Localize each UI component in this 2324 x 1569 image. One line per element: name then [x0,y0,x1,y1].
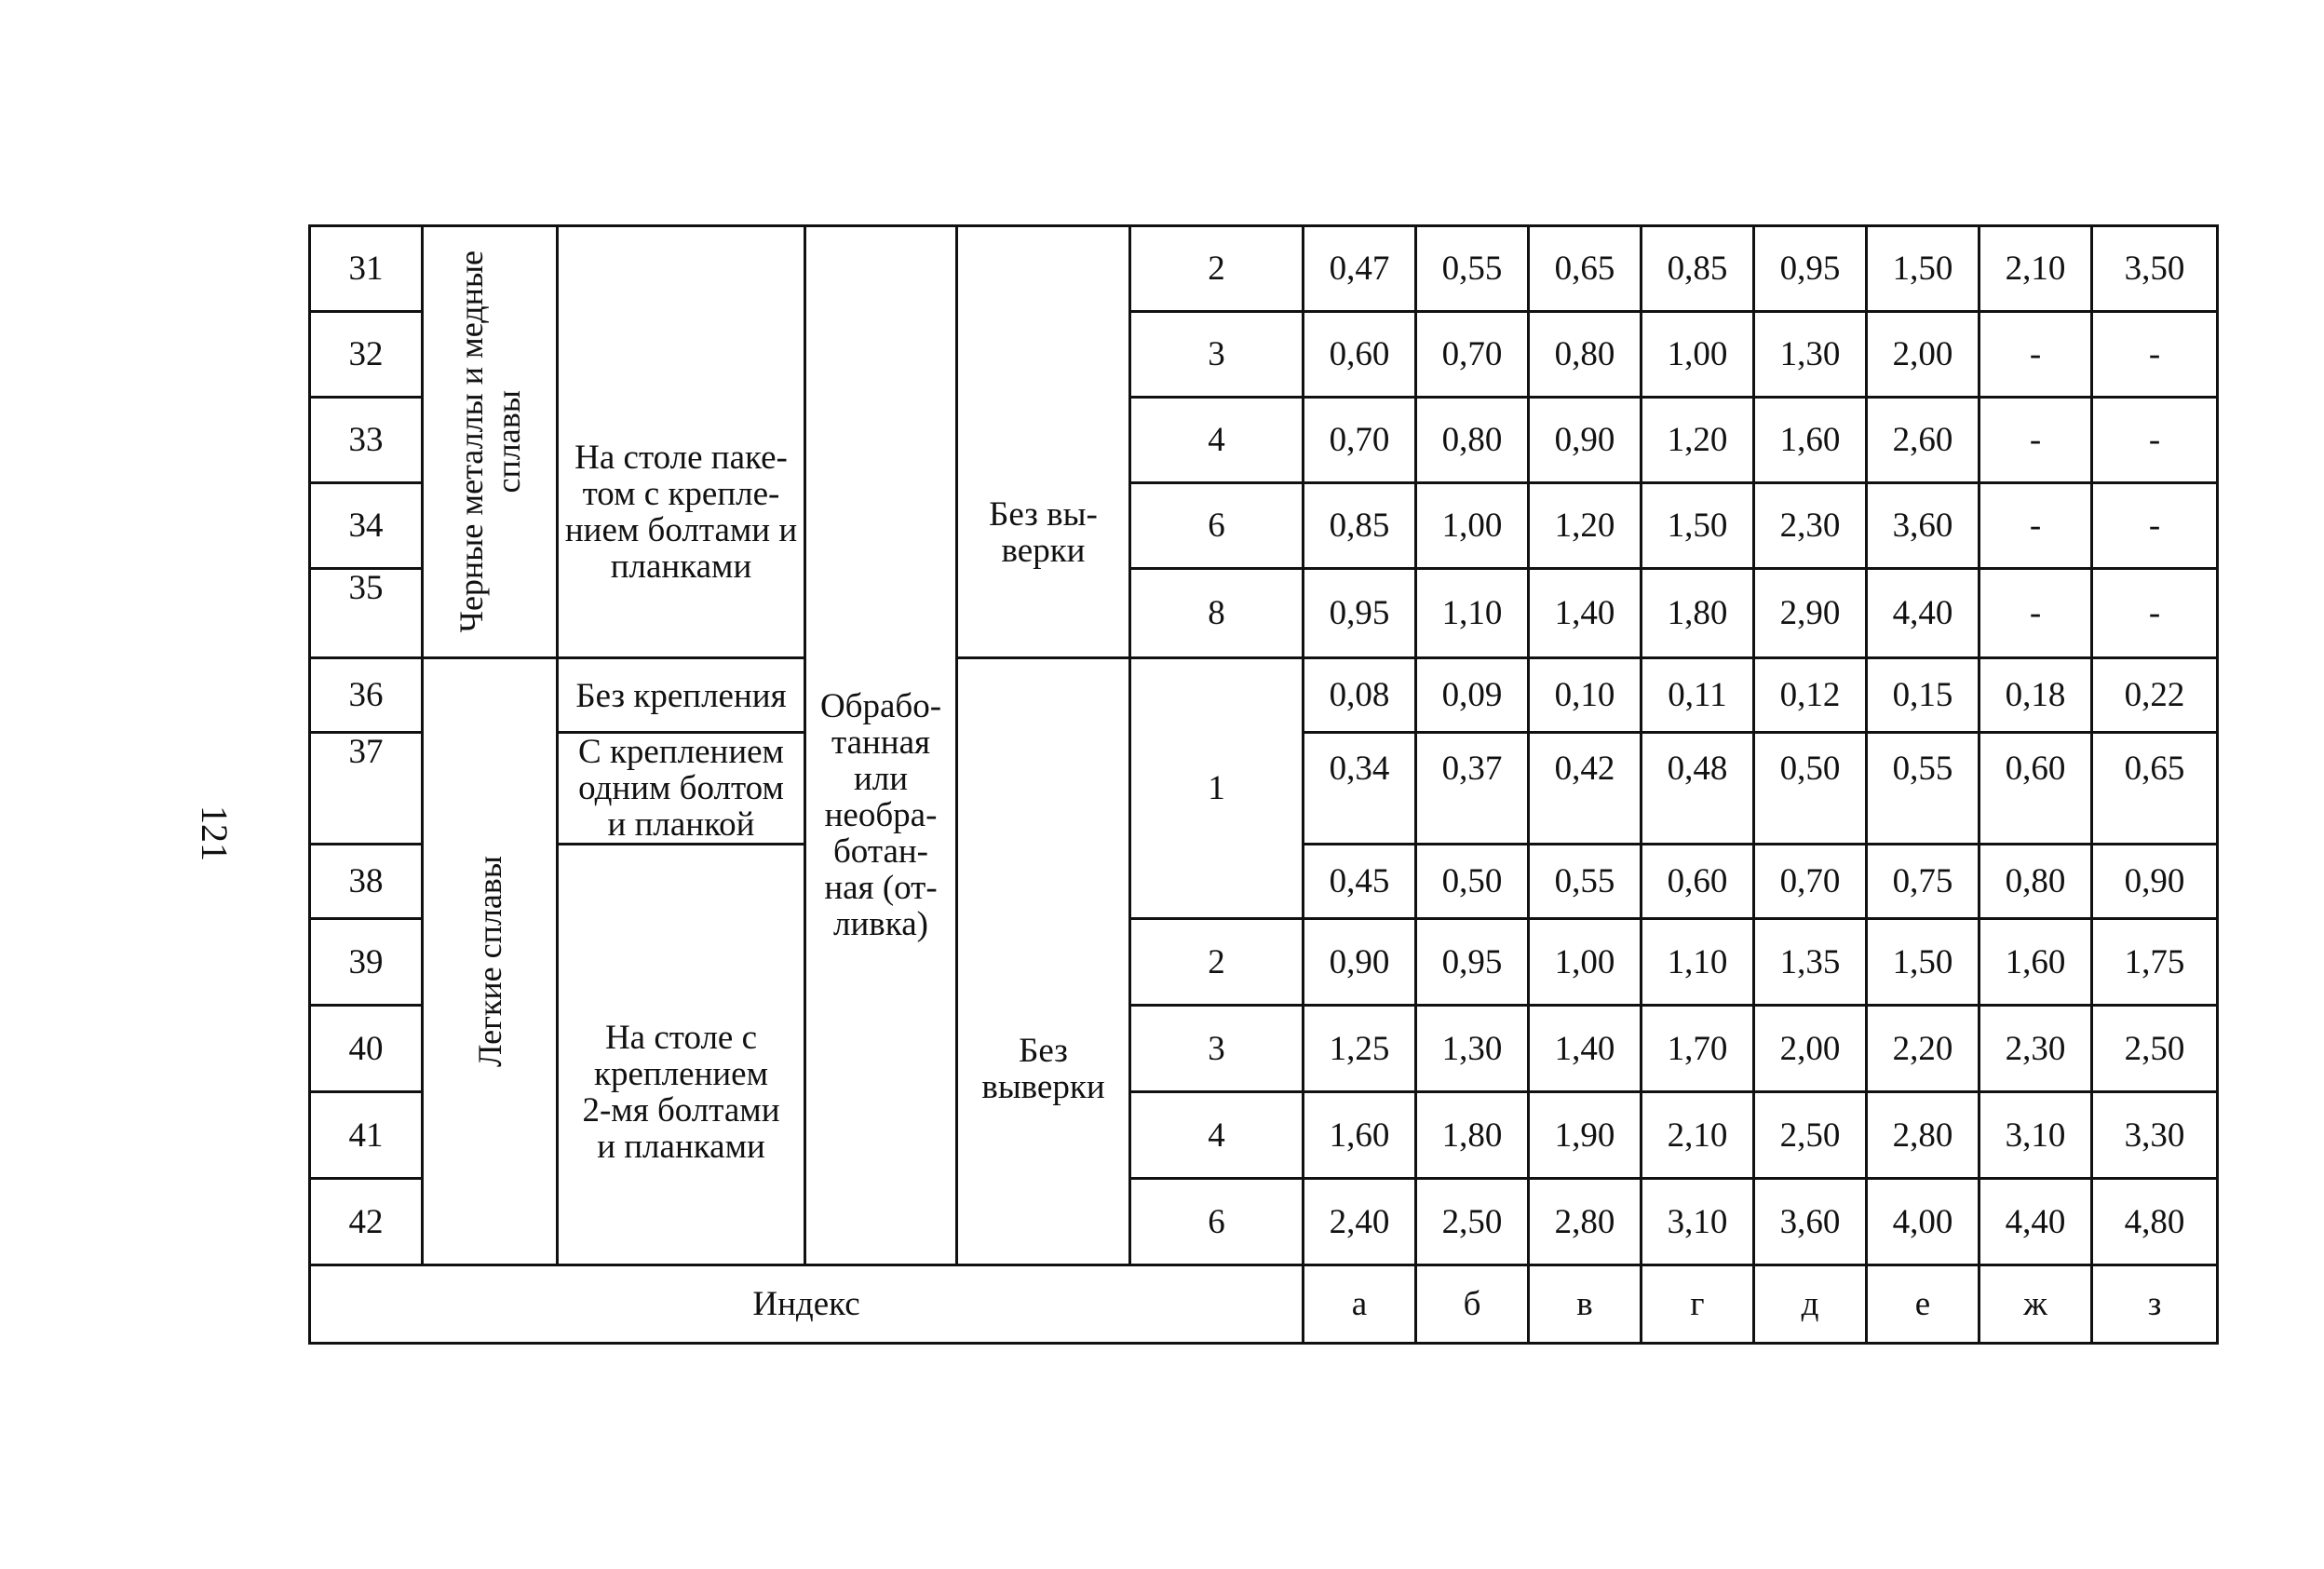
value-cell: 0,12 [1754,658,1867,733]
value-cell: 1,50 [1867,919,1979,1006]
mounting-two-bolts-line: На столе с [604,1018,758,1057]
group-ferrous-label-line: Черные металлы и медные [453,250,490,633]
value-cell: 2,50 [2092,1006,2218,1092]
value-cell: 1,50 [1867,226,1979,312]
norms-table [308,224,2219,1345]
value-cell: 1,60 [1304,1092,1416,1179]
value-cell: 0,85 [1304,483,1416,569]
value-cell: 0,11 [1642,658,1754,733]
value-cell: 2,80 [1867,1092,1979,1179]
value-cell: 0,18 [1979,658,2092,733]
row-number: 34 [310,483,423,569]
value-cell: 1,35 [1754,919,1867,1006]
value-cell: 1,10 [1642,919,1754,1006]
mounting-one-bolt-line: одним болтом [578,769,784,807]
row-number: 35 [310,569,423,658]
surface-type [805,226,957,1265]
index-letter: а [1304,1265,1416,1344]
value-cell: - [2092,483,2218,569]
value-cell: 3,60 [1867,483,1979,569]
row-number: 39 [310,919,423,1006]
surface-type-line: необра- [824,796,938,834]
table-row [310,658,2218,733]
mounting-none: Без крепления [558,658,805,733]
value-cell: - [1979,483,2092,569]
index-row [310,1265,2218,1344]
alignment-lower-line: Без [1019,1031,1068,1070]
value-cell: 0,34 [1304,733,1416,845]
value-cell: 2,80 [1529,1179,1642,1265]
value-cell: 1,25 [1304,1006,1416,1092]
value-cell: 1,40 [1529,1006,1642,1092]
surface-type-line: или [853,760,909,798]
value-cell: 0,10 [1529,658,1642,733]
index-letter: е [1867,1265,1979,1344]
mounting-two-bolts-line: 2-мя болтами [582,1090,780,1129]
value-cell: 0,70 [1754,845,1867,919]
value-cell: 0,80 [1416,398,1529,483]
mounting-one-bolt-line: С креплением [578,733,784,771]
value-cell: - [1979,569,2092,658]
row-number: 32 [310,312,423,398]
mounting-package [558,226,805,658]
value-cell: 3,30 [2092,1092,2218,1179]
group-light-label: Легкие сплавы [471,855,508,1068]
alignment-lower [957,658,1130,1265]
param-cell: 8 [1130,569,1304,658]
value-cell: 0,08 [1304,658,1416,733]
value-cell: 0,45 [1304,845,1416,919]
index-letter: д [1754,1265,1867,1344]
value-cell: 0,75 [1867,845,1979,919]
value-cell: 2,30 [1754,483,1867,569]
group-ferrous [423,226,558,658]
value-cell: 1,80 [1416,1092,1529,1179]
value-cell: 2,50 [1416,1179,1529,1265]
value-cell: 2,20 [1867,1006,1979,1092]
value-cell: 1,20 [1642,398,1754,483]
value-cell: 2,30 [1979,1006,2092,1092]
mounting-package-line: том с крепле- [582,474,780,513]
value-cell: 0,95 [1304,569,1416,658]
value-cell: 4,00 [1867,1179,1979,1265]
value-cell: 0,48 [1642,733,1754,845]
value-cell: 0,80 [1979,845,2092,919]
row-number: 37 [310,733,423,845]
value-cell: 2,10 [1979,226,2092,312]
value-cell: 3,10 [1979,1092,2092,1179]
value-cell: 2,00 [1867,312,1979,398]
index-letter: б [1416,1265,1529,1344]
value-cell: 1,60 [1979,919,2092,1006]
value-cell: 1,60 [1754,398,1867,483]
value-cell: 4,40 [1979,1179,2092,1265]
value-cell: 3,10 [1642,1179,1754,1265]
value-cell: 0,60 [1642,845,1754,919]
value-cell: - [1979,398,2092,483]
mounting-one-bolt-line: и планкой [607,805,755,844]
row-number: 40 [310,1006,423,1092]
param-cell: 1 [1130,658,1304,919]
value-cell: - [2092,569,2218,658]
value-cell: 0,09 [1416,658,1529,733]
param-cell: 2 [1130,919,1304,1006]
value-cell: 0,50 [1754,733,1867,845]
surface-type-line: ботан- [832,832,928,871]
surface-type-line: танная [831,724,931,762]
alignment-upper-line: верки [1001,532,1086,570]
value-cell: 0,85 [1642,226,1754,312]
value-cell: 1,20 [1529,483,1642,569]
mounting-two-bolts [558,845,805,1265]
value-cell: 1,00 [1529,919,1642,1006]
value-cell: 0,55 [1867,733,1979,845]
index-letter: ж [1979,1265,2092,1344]
value-cell: 0,60 [1304,312,1416,398]
value-cell: 0,80 [1529,312,1642,398]
index-letter: в [1529,1265,1642,1344]
value-cell: 1,70 [1642,1006,1754,1092]
row-number: 42 [310,1179,423,1265]
value-cell: 2,50 [1754,1092,1867,1179]
mounting-package-line: нием болтами и [564,510,798,549]
value-cell: 1,75 [2092,919,2218,1006]
value-cell: 0,70 [1304,398,1416,483]
alignment-upper-line: Без вы- [989,495,1098,534]
value-cell: 1,50 [1642,483,1754,569]
row-number: 41 [310,1092,423,1179]
value-cell: 0,55 [1529,845,1642,919]
value-cell: 1,90 [1529,1092,1642,1179]
group-ferrous-label [453,250,527,632]
value-cell: 0,95 [1754,226,1867,312]
value-cell: 3,60 [1754,1179,1867,1265]
value-cell: 0,22 [2092,658,2218,733]
value-cell: 1,30 [1754,312,1867,398]
param-cell: 2 [1130,226,1304,312]
alignment-upper [957,226,1130,658]
value-cell: 4,80 [2092,1179,2218,1265]
value-cell: 1,80 [1642,569,1754,658]
param-cell: 6 [1130,483,1304,569]
value-cell: 2,40 [1304,1179,1416,1265]
mounting-package-line: планками [610,547,752,586]
value-cell: 0,60 [1979,733,2092,845]
value-cell: 0,90 [1529,398,1642,483]
value-cell: 1,10 [1416,569,1529,658]
value-cell: 0,50 [1416,845,1529,919]
value-cell: 0,90 [1304,919,1416,1006]
index-letter: г [1642,1265,1754,1344]
value-cell: 0,90 [2092,845,2218,919]
group-ferrous-label-line: сплавы [490,390,527,494]
index-label: Индекс [310,1265,1304,1344]
value-cell: 1,00 [1642,312,1754,398]
value-cell: 0,70 [1416,312,1529,398]
value-cell: 2,90 [1754,569,1867,658]
value-cell: - [2092,312,2218,398]
param-cell: 4 [1130,398,1304,483]
value-cell: 0,95 [1416,919,1529,1006]
value-cell: 0,37 [1416,733,1529,845]
row-number: 33 [310,398,423,483]
value-cell: 2,10 [1642,1092,1754,1179]
value-cell: 0,15 [1867,658,1979,733]
alignment-lower-line: выверки [981,1067,1105,1106]
value-cell: 0,65 [1529,226,1642,312]
value-cell: 3,50 [2092,226,2218,312]
table-row [310,226,2218,312]
value-cell: - [2092,398,2218,483]
mounting-two-bolts-line: и планками [597,1127,765,1166]
row-number: 38 [310,845,423,919]
row-number: 31 [310,226,423,312]
value-cell: 0,55 [1416,226,1529,312]
mounting-one-bolt [558,733,805,845]
surface-type-line: Обрабо- [819,687,942,725]
param-cell: 3 [1130,312,1304,398]
row-number: 36 [310,658,423,733]
mounting-two-bolts-line: креплением [593,1054,769,1093]
param-cell: 6 [1130,1179,1304,1265]
value-cell: 1,40 [1529,569,1642,658]
group-light [423,658,558,1265]
surface-type-line: ливка) [833,905,928,943]
value-cell: 2,60 [1867,398,1979,483]
index-letter: з [2092,1265,2218,1344]
value-cell: 0,42 [1529,733,1642,845]
value-cell: 0,47 [1304,226,1416,312]
value-cell: 1,00 [1416,483,1529,569]
mounting-package-line: На столе паке- [574,438,788,477]
value-cell: 2,00 [1754,1006,1867,1092]
param-cell: 3 [1130,1006,1304,1092]
param-cell: 4 [1130,1092,1304,1179]
value-cell: 0,65 [2092,733,2218,845]
surface-type-line: ная (от- [824,869,938,907]
value-cell: - [1979,312,2092,398]
value-cell: 4,40 [1867,569,1979,658]
value-cell: 1,30 [1416,1006,1529,1092]
page-number: 121 [194,805,236,861]
